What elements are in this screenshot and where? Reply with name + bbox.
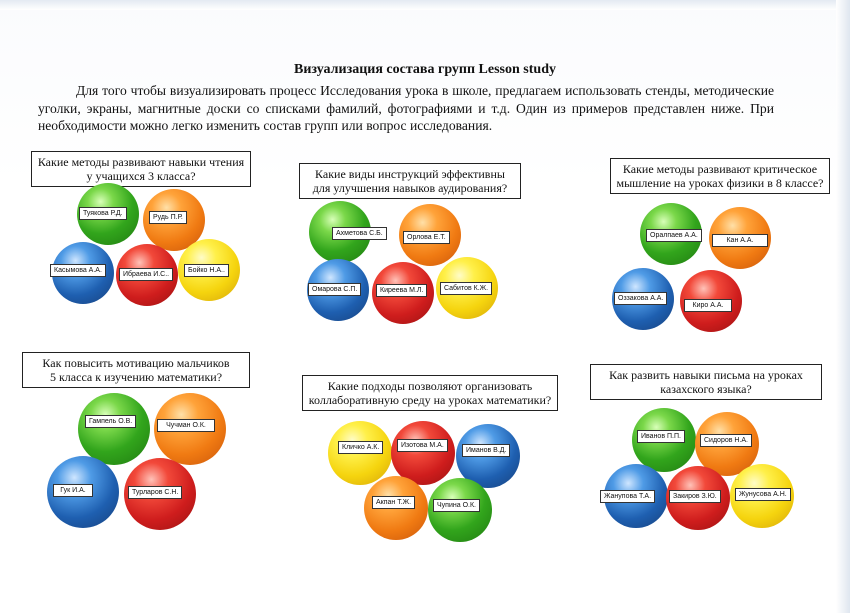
group-4-question [22,352,250,388]
page-title: Визуализация состава групп Lesson study [294,62,556,77]
group-6-member: Жанупова Т.А. [600,490,655,503]
group-3-member: Киро А.А. [684,299,732,312]
group-1-question-line1: Какие методы развивают навыки чтения [37,155,245,169]
group-6-question [590,364,822,400]
group-3-question-line1: Какие методы развивают критическое [622,162,818,176]
group-4-member: Гук И.А. [53,484,93,497]
group-5-member: Изотова М.А. [397,439,448,452]
group-6-member: Сидоров Н.А. [700,434,752,447]
group-2-member: Сабитов К.Ж. [440,282,492,295]
group-3-question-line2: мышление на уроках физики в 8 классе? [616,176,824,190]
group-3-member: Оззакова А.А. [614,292,667,305]
group-4-ball-green [78,393,150,465]
group-3-question [610,158,830,194]
group-6-question-line1: Как развить навыки письма на уроках [609,368,803,382]
scan-edge-top [0,0,850,10]
group-1-member: Туякова Р.Д. [79,207,127,220]
group-2-question-line2: для улучшения навыков аудирования? [312,181,508,195]
group-5-member: Акпан Т.Ж. [372,496,415,509]
group-4-member: Турларов С.Н. [128,486,182,499]
group-6-member: Жунусова А.Н. [735,488,791,501]
group-4-member: Гампель О.В. [85,415,136,428]
group-1-question [31,151,251,187]
group-5-question-line2: коллаборативную среду на уроках математики? [308,393,552,407]
group-4-member: Чучман О.К. [157,419,215,432]
group-2-member: Киреева М.Л. [376,284,427,297]
group-2-question [299,163,521,199]
group-6-member: Закиров З.Ю. [669,490,721,503]
group-1-member: Бойко Н.А.. [184,264,229,277]
group-1-member: Ибраева И.С.. [119,268,173,281]
group-5-member: Чупина О.К. [433,499,480,512]
scan-edge-right [836,0,850,613]
group-5-member: Иманов В.Д. [462,444,510,457]
group-2-member: Омарова С.П. [308,283,361,296]
intro-paragraph: Для того чтобы визуализировать процесс Исследования урока в школе, предлагаем использовать стенды, методические уголки, экраны, магнитные доски со списками фамилий, фотографиями и т.д. Один из примеров представлен ниже. При необходимости можно легко изменить состав групп или вопрос исследования. [38,83,774,133]
group-1-member: Касымова А.А. [50,264,106,277]
group-6-question-line2: казахского языка? [660,382,752,396]
group-2-member: Орлова Е.Т. [403,231,450,244]
group-2-question-line1: Какие виды инструкций эффективны [315,167,505,181]
group-1-member: Рудь П.Р. [149,211,187,224]
group-5-question-line1: Какие подходы позволяют организовать [327,379,533,393]
group-1-question-line2: у учащихся 3 класса? [86,169,196,183]
group-5-member: Кличко А.К. [338,441,383,454]
group-6-member: Иванов П.П. [637,430,685,443]
group-3-member: Кан А.А. [712,234,768,247]
group-4-question-line1: Как повысить мотивацию мальчиков [42,356,230,370]
group-5-question [302,375,558,411]
group-4-question-line2: 5 класса к изучению математики? [49,370,223,384]
group-2-member: Ахметова С.Б. [332,227,387,240]
group-3-member: Оралпаев А.А. [646,229,702,242]
